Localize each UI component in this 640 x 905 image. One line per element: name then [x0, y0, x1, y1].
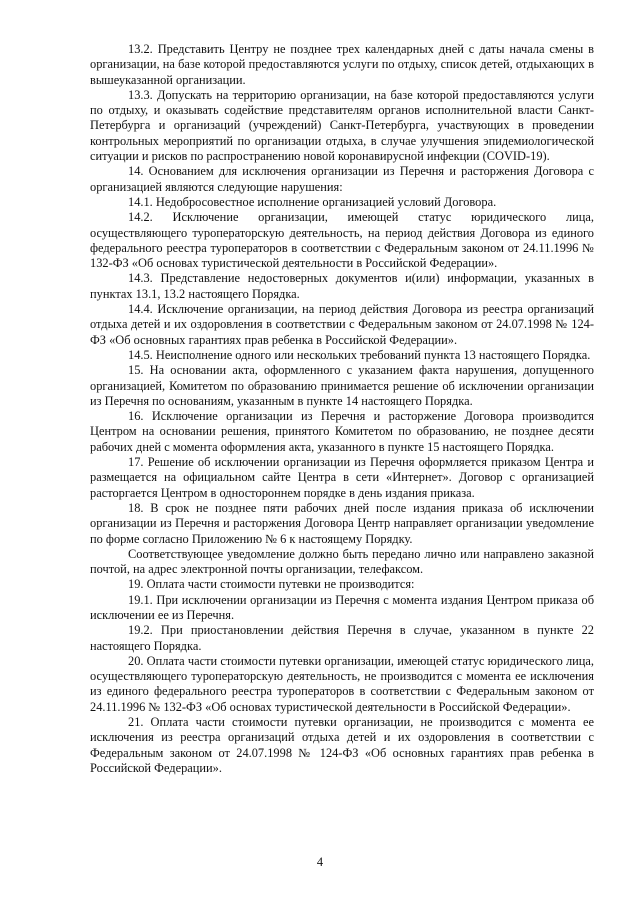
paragraph-14-1: 14.1. Недобросовестное исполнение организацией условий Договора.: [128, 194, 497, 209]
paragraph-14: 14. Основанием для исключения организации из Перечня и расторжения Договора с организацией являются следующие нарушения:: [90, 164, 594, 194]
paragraph-19-1: 19.1. При исключении организации из Перечня с момента издания Центром приказа об исключении ее из Перечня.: [90, 592, 594, 622]
paragraph-14-2: 14.2. Исключение организации, имеющей статус юридического лица, осуществляющего туроператорскую деятельность, на период действия Договора из единого федерального реестра туроператоров в соответствии с Федеральным законом от 24.11.1996 № 132-ФЗ «Об основах туристической деятельности в Российской Федерации».: [90, 210, 594, 271]
paragraph-14-5: 14.5. Неисполнение одного или нескольких требований пункта 13 настоящего Порядка.: [128, 347, 591, 362]
paragraph-17: 17. Решение об исключении организации из Перечня оформляется приказом Центра и размещается на официальном сайте Центра в сети «Интернет». Договор с организацией расторгается Центром в одностороннем порядке в день издания приказа.: [90, 455, 594, 500]
document-body: [90, 42, 594, 776]
paragraph-19: 19. Оплата части стоимости путевки не производится:: [128, 577, 415, 592]
paragraph-19-2: 19.2. При приостановлении действия Перечня в случае, указанном в пункте 22 настоящего Порядка.: [90, 623, 594, 653]
page-number: 4: [316, 855, 324, 869]
paragraph-14-4: 14.4. Исключение организации, на период действия Договора из реестра организаций отдыха детей и их оздоровления в соответствии с Федеральным законом от 24.07.1998 № 124-ФЗ «Об основных гарантиях прав ребенка в Российской Федерации».: [90, 302, 594, 347]
paragraph-21: 21. Оплата части стоимости путевки организации, не производится с момента ее исключения из реестра организаций отдыха детей и их оздоровления в соответствии с Федеральным законом от 24.07.1998 № 124-ФЗ «Об основных гарантиях прав ребенка в Российской Федерации».: [90, 715, 594, 775]
paragraph-16: 16. Исключение организации из Перечня и расторжение Договора производится Центром на основании решения, принятого Комитетом по образованию, не позднее десяти рабочих дней с момента оформления акта, указанного в пункте 15 настоящего Порядка.: [90, 409, 594, 454]
paragraph-13-3: 13.3. Допускать на территорию организации, на базе которой предоставляются услуги по отдыху, и оказывать содействие представителям органов исполнительной власти Санкт-Петербурга и организаций (учреждений) Санкт-Петербурга, участвующих в проведении контрольных мероприятий по организации отдыха, в случае улучшения эпидемиологической ситуации и рисков по распространению новой коронавирусной инфекции (COVID-19).: [90, 87, 594, 164]
paragraph-15: 15. На основании акта, оформленного с указанием факта нарушения, допущенного организацией, Комитетом по образованию принимается решение об исключении организации из Перечня по основаниям, указанным в пункте 14 настоящего Порядка.: [90, 363, 594, 408]
paragraph-18: 18. В срок не позднее пяти рабочих дней после издания приказа об исключении организации из Перечня и расторжения Договора Центр направляет организации уведомление по форме согласно Приложению № 6 к настоящему Порядку.: [90, 500, 594, 546]
paragraph-18-notice: Соответствующее уведомление должно быть передано лично или направлено заказной почтой, на адрес электронной почты организации, телефаксом.: [90, 546, 594, 577]
paragraph-20: 20. Оплата части стоимости путевки организации, имеющей статус юридического лица, осуществляющего туроператорскую деятельность, не производится с момента ее исключения из единого федерального реестра туроператоров в соответствии с Федеральным законом от 24.11.1996 № 132-ФЗ «Об основах туристической деятельности в Российской Федерации».: [90, 653, 594, 714]
paragraph-14-3: 14.3. Представление недостоверных документов и(или) информации, указанных в пунктах 13.1, 13.2 настоящего Порядка.: [90, 271, 594, 301]
paragraph-13-2: 13.2. Представить Центру не позднее трех календарных дней с даты начала смены в организации, на базе которой предоставляются услуги по отдыху, список детей, отдыхающих в вышеуказанной организации.: [90, 42, 594, 87]
